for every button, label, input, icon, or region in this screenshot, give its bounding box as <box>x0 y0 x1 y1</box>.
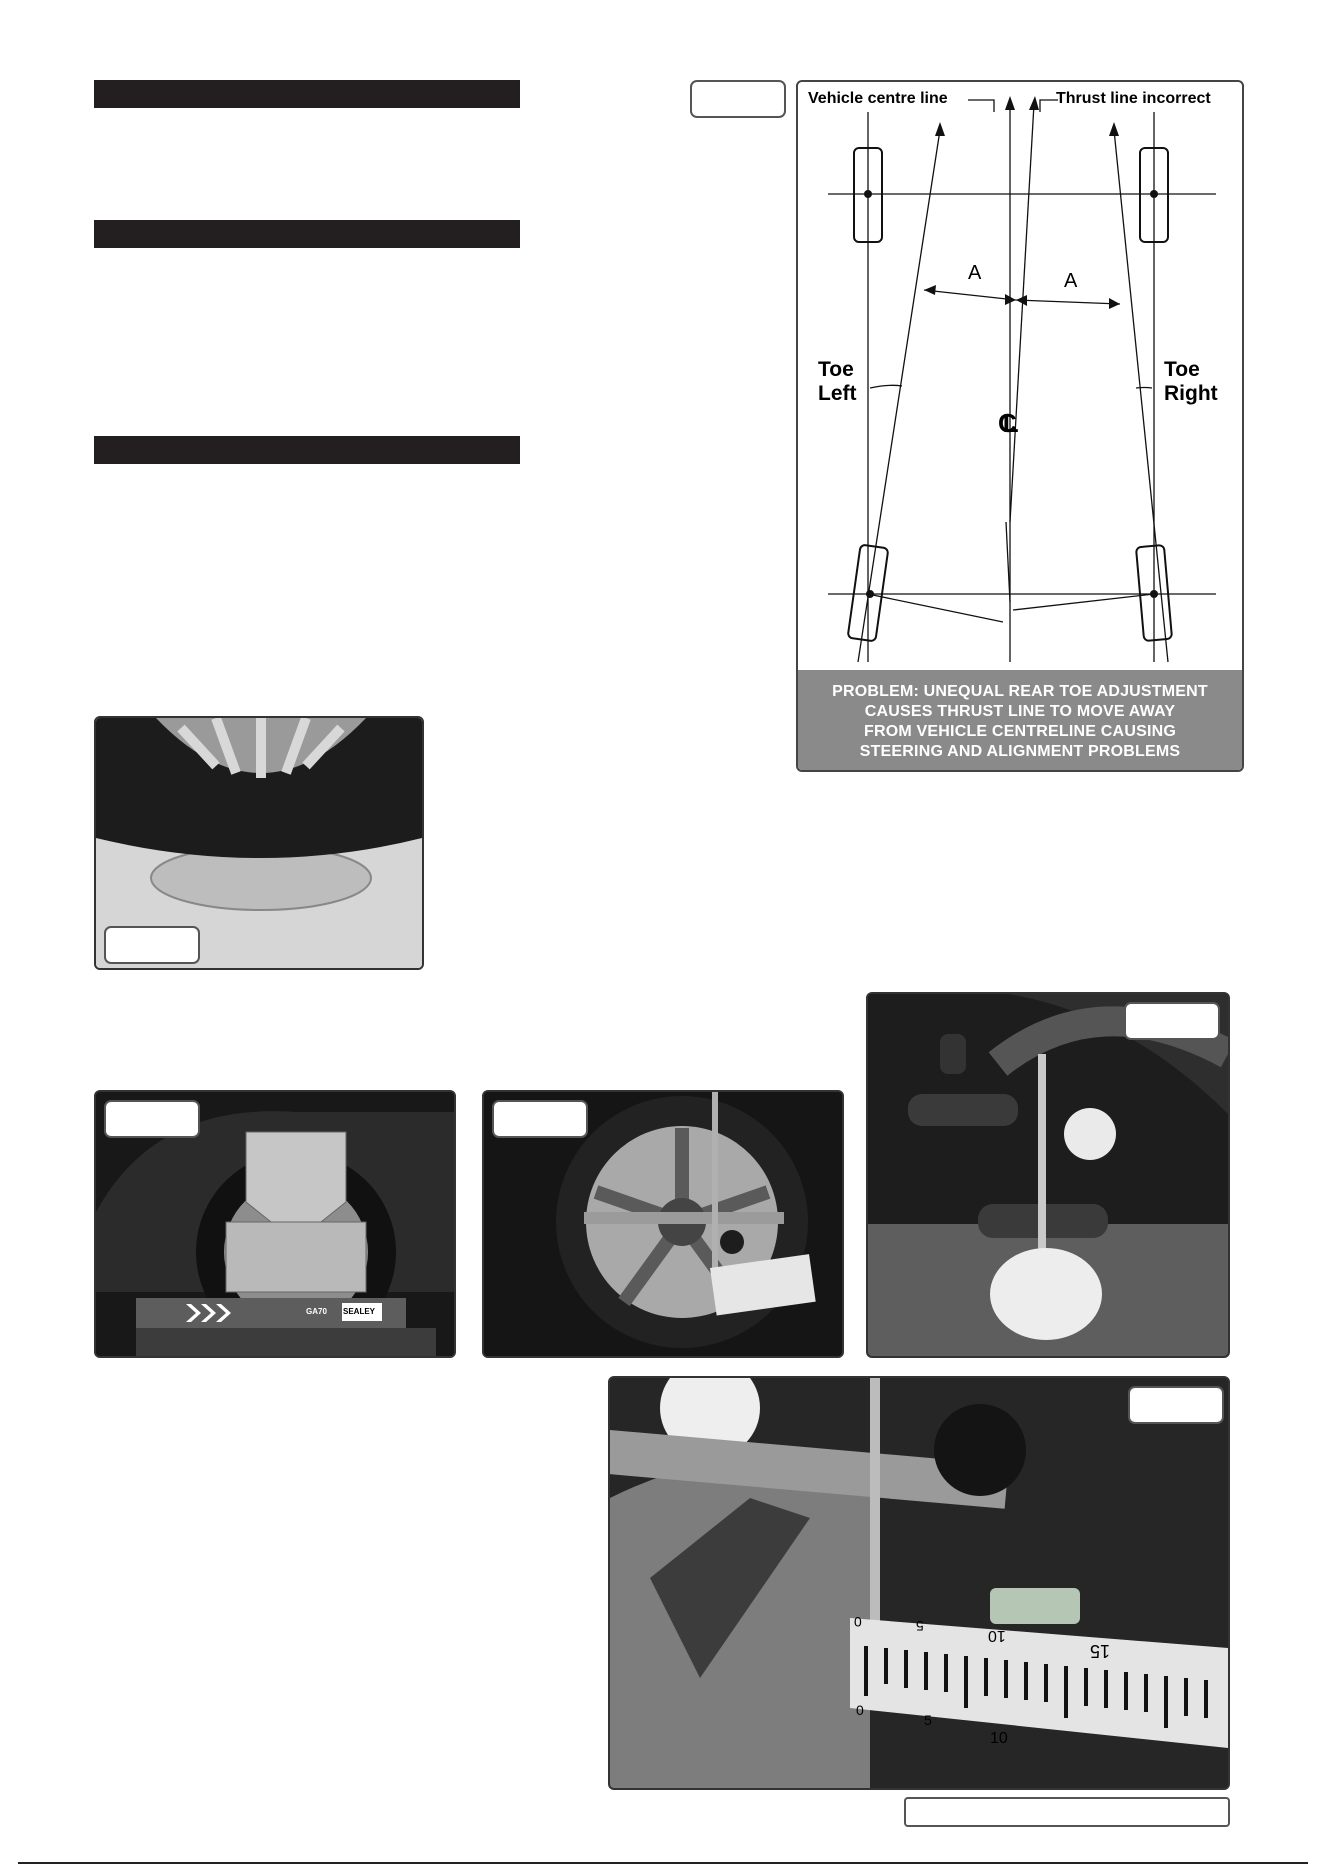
ruler-top-number-10: 10 <box>988 1627 1006 1644</box>
figure-tag-photo-2 <box>104 1100 200 1138</box>
figure-tag-photo-5 <box>1128 1386 1224 1424</box>
thrust-line-incorrect-label: Thrust line incorrect <box>1056 90 1211 107</box>
section-header-bar-3 <box>94 436 520 464</box>
figure-tag-diagram <box>690 80 786 118</box>
caption-line-3: FROM VEHICLE CENTRELINE CAUSING <box>864 723 1176 740</box>
dimension-a-left-label: A <box>968 262 982 284</box>
gauge-brand-text: SEALEY <box>343 1307 376 1316</box>
thrust-line-drawing <box>798 82 1244 772</box>
photo-wheel-gauge-arm <box>482 1090 844 1358</box>
centreline-symbol: CL <box>998 408 1005 438</box>
diagram-caption <box>798 670 1242 770</box>
photo-gauge-mounted <box>94 1090 456 1358</box>
photo-ruler-closeup <box>608 1376 1230 1790</box>
ruler-top-number-5: 5 <box>916 1618 924 1634</box>
ruler-top-number-0: 0 <box>854 1614 862 1630</box>
photo-steering-holder <box>866 992 1230 1358</box>
toe-left-label-line2: Left <box>818 382 857 405</box>
figure-tag-photo-4 <box>1124 1002 1220 1040</box>
figure-tag-photo-1 <box>104 926 200 964</box>
footer-rule <box>18 1862 1308 1864</box>
dimension-a-right-label: A <box>1064 270 1078 292</box>
caption-line-4: STEERING AND ALIGNMENT PROBLEMS <box>859 743 1181 760</box>
toe-left-label-line1: Toe <box>818 358 854 381</box>
figure-tag-photo-3 <box>492 1100 588 1138</box>
thrust-line-diagram <box>796 80 1244 772</box>
section-header-bar-1 <box>94 80 520 108</box>
vehicle-centre-line-label: Vehicle centre line <box>808 90 948 107</box>
ruler-bottom-number-10: 10 <box>990 1730 1008 1747</box>
caption-line-2: CAUSES THRUST LINE TO MOVE AWAY <box>864 703 1176 720</box>
steering-holder-image <box>868 994 1228 1356</box>
toe-right-label-line2: Right <box>1164 382 1218 405</box>
ruler-top-number-15: 15 <box>1090 1641 1111 1661</box>
ruler-bottom-number-0: 0 <box>856 1702 864 1718</box>
gauge-model-text: GA70 <box>306 1307 327 1316</box>
ruler-bottom-number-5: 5 <box>924 1712 932 1728</box>
toe-right-label-line1: Toe <box>1164 358 1200 381</box>
bottom-caption-box <box>904 1797 1230 1827</box>
ruler-closeup-image <box>610 1378 1228 1788</box>
section-header-bar-2 <box>94 220 520 248</box>
caption-line-1: PROBLEM: UNEQUAL REAR TOE ADJUSTMENT <box>832 683 1208 700</box>
photo-wheel-turntable <box>94 716 424 970</box>
